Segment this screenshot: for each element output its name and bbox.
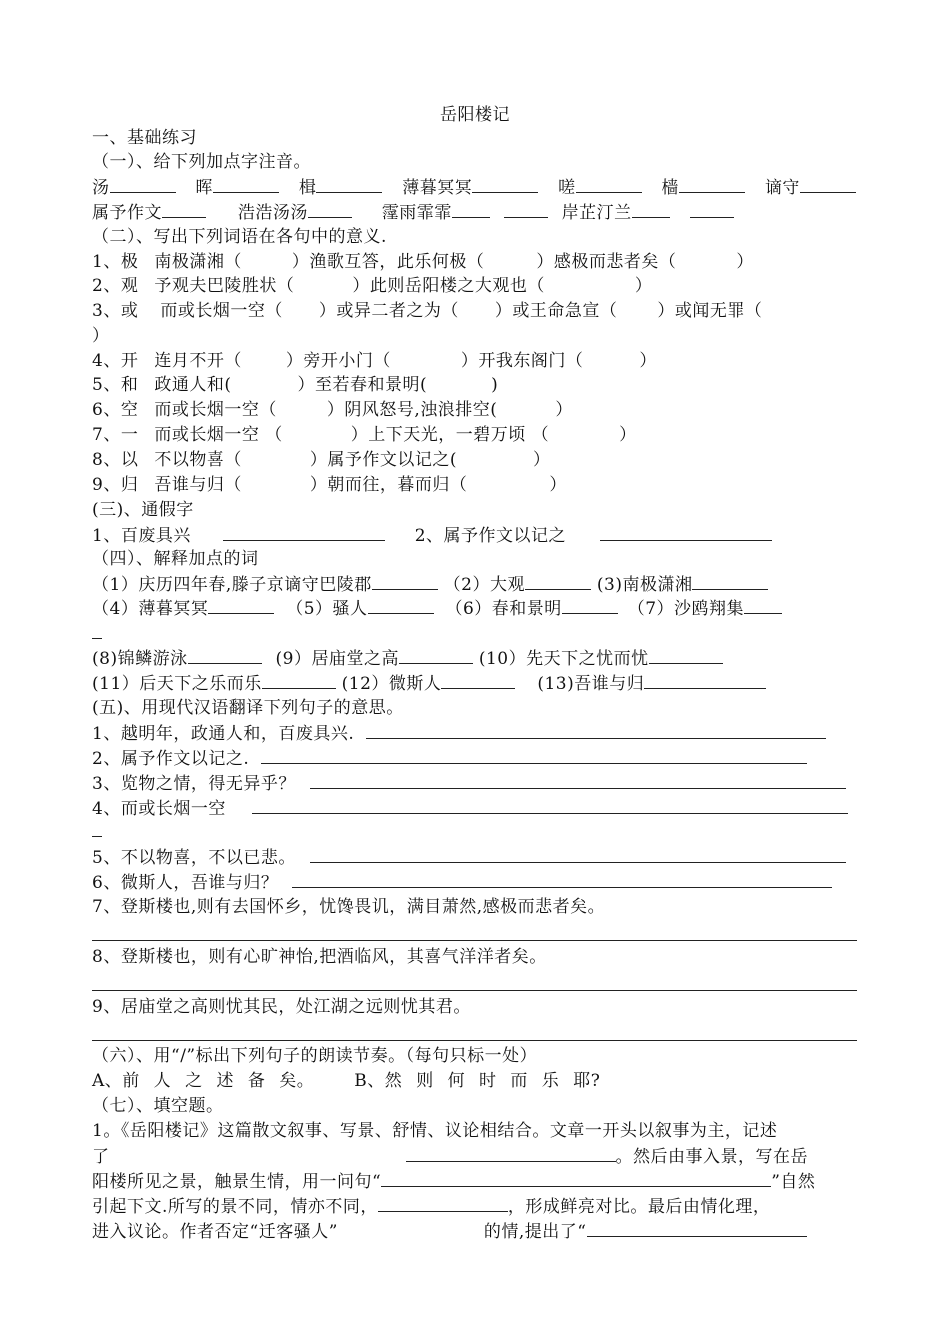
translate-item-3 [92, 772, 846, 795]
pinyin-row-1 [92, 176, 856, 199]
meaning-row-4 [92, 350, 657, 372]
sentence: ） [555, 400, 573, 420]
answer-blank[interactable] [252, 797, 848, 814]
sentence: ） [634, 276, 653, 296]
explain-item: (11）后天下之乐而乐 [92, 674, 262, 694]
item-number: 9、归 [92, 475, 139, 495]
sentence: 南极潇湘（ [154, 252, 242, 272]
translate-item-5 [92, 846, 846, 869]
answer-blank[interactable] [562, 597, 618, 614]
sentence: 而或长烟一空 （ [154, 425, 283, 445]
answer-line[interactable] [92, 940, 857, 941]
word-hui: 晖 [195, 178, 213, 198]
sentence: 而或长烟一空（ [154, 400, 277, 420]
sentence: ） [549, 475, 567, 495]
rhythm-row [92, 1070, 600, 1092]
answer-blank[interactable] [600, 524, 772, 541]
answer-blank-wrap[interactable] [92, 836, 102, 837]
answer-blank[interactable] [649, 647, 723, 664]
part6-heading: （六）、用“/”标出下列句子的朗读节奏。（每句只标一处） [92, 1046, 538, 1066]
answer-blank[interactable] [162, 201, 206, 218]
tongjia-row [92, 524, 772, 547]
explain-item: （5）骚人 [286, 599, 368, 619]
tongjia-item-2: 2、属予作文以记之 [414, 526, 567, 546]
word-qiang: 樯 [661, 178, 680, 198]
text: 了 [92, 1147, 110, 1167]
meaning-row-8 [92, 449, 550, 471]
sentence: ） [736, 252, 754, 272]
answer-blank[interactable] [262, 672, 336, 689]
sentence: 2、属予作文以记之. [92, 749, 250, 769]
explain-item: （7）沙鸥翔集 [627, 599, 745, 619]
answer-blank[interactable] [366, 722, 826, 739]
rhythm-sentence-a[interactable]: A、前 人 之 述 备 矣。 [92, 1071, 315, 1091]
answer-blank[interactable] [316, 176, 382, 193]
text: 阳楼所见之景，触景生情，用一问句“ [92, 1172, 382, 1192]
sentence: ）属予作文以记之( [309, 450, 457, 470]
explain-item: (3)南极潇湘 [596, 575, 693, 595]
part7-heading: （七）、填空题。 [92, 1096, 224, 1116]
answer-blank[interactable] [208, 597, 274, 614]
sentence: 6、微斯人，吾谁与归？ [92, 873, 279, 893]
meaning-row-3 [92, 300, 762, 322]
explain-row-3 [92, 647, 723, 670]
sentence: ）至若春和景明( [297, 375, 428, 395]
answer-blank[interactable] [504, 201, 548, 218]
sentence: ） [532, 450, 551, 470]
answer-blank[interactable] [399, 647, 473, 664]
answer-blank[interactable] [441, 672, 515, 689]
answer-blank[interactable] [690, 201, 734, 218]
sentence: ）朝而往，暮而归（ [309, 475, 468, 495]
answer-blank[interactable] [472, 176, 538, 193]
sentence: ）或闻无罪（ [657, 301, 763, 321]
answer-blank[interactable] [452, 201, 490, 218]
translate-item-8: 8、登斯楼也，则有心旷神怡,把酒临风，其喜气洋洋者矣。 [92, 947, 547, 967]
explain-row-4 [92, 672, 766, 695]
sentence: 而或长烟一空（ [160, 301, 283, 321]
explain-item: (9）居庙堂之高 [275, 649, 399, 669]
answer-blank[interactable] [110, 176, 176, 193]
sentence: 予观夫巴陵胜状（ [154, 276, 295, 296]
fill-line-1: 1。《岳阳楼记》这篇散文叙事、写景、舒情、议论相结合。文章一开头以叙事为主，记述 [92, 1121, 778, 1141]
translate-item-1 [92, 722, 826, 745]
explain-item: (12）微斯人 [341, 674, 442, 694]
section-heading: 一、基础练习 [92, 128, 197, 148]
answer-blank[interactable] [378, 1195, 508, 1212]
explain-item: （6）春和景明 [445, 599, 562, 619]
text: ”自然 [771, 1172, 816, 1192]
answer-line[interactable] [92, 1040, 857, 1041]
word-zheshou: 谪守 [764, 178, 800, 198]
translate-item-4 [92, 797, 848, 820]
item-number: 5、和 [92, 375, 139, 395]
part3-heading: (三)、通假字 [92, 500, 194, 520]
answer-blank[interactable] [372, 573, 438, 590]
part2-heading: （二）、写出下列词语在各句中的意义. [92, 227, 387, 247]
text: 的情,提出了“ [483, 1222, 587, 1242]
sentence: 政通人和( [154, 375, 232, 395]
answer-blank[interactable] [223, 524, 385, 541]
sentence: ）渔歌互答，此乐何极（ [291, 252, 485, 272]
sentence: 1、越明年，政通人和，百废具兴. [92, 724, 355, 744]
text: 进入议论。作者否定“迁客骚人” [92, 1222, 338, 1242]
fill-line-3 [92, 1170, 815, 1193]
sentence: ） [639, 351, 657, 371]
meaning-row-9 [92, 474, 567, 496]
word-yinyu: 霪雨霏霏 [381, 203, 452, 223]
part5-heading: (五)、用现代汉语翻译下列句子的意思。 [92, 698, 404, 718]
meaning-row-6 [92, 399, 573, 421]
translate-item-7: 7、登斯楼也,则有去国怀乡，忧馋畏讥，满目萧然,感极而悲者矣。 [92, 897, 606, 917]
sentence: ）此则岳阳楼之大观也（ [352, 276, 545, 296]
item-number: 7、一 [92, 425, 139, 445]
translate-item-9: 9、居庙堂之高则忧其民，处江湖之远则忧其君。 [92, 997, 471, 1017]
part4-heading: （四）、解释加点的词 [92, 549, 259, 569]
pinyin-row-2 [92, 201, 734, 224]
answer-blank[interactable] [261, 747, 807, 764]
word-ji: 楫 [298, 178, 317, 198]
explain-row-2 [92, 597, 782, 620]
sentence: ）上下天光，一碧万顷 （ [350, 425, 550, 445]
meaning-row-3-wrap: ） [92, 326, 110, 346]
fill-line-2 [92, 1145, 808, 1168]
sentence: ）旁开小门（ [285, 351, 391, 371]
item-number: 6、空 [92, 400, 139, 420]
answer-blank[interactable] [744, 597, 782, 614]
text: 引起下文.所写的景不同，情亦不同， [92, 1197, 378, 1217]
sentence: 4、而或长烟一空 [92, 799, 226, 819]
word-jie: 嗟 [558, 178, 576, 198]
sentence: 吾谁与归（ [154, 475, 242, 495]
explain-item: （2）大观 [443, 575, 525, 595]
item-number: 1、极 [92, 252, 139, 272]
translate-item-2 [92, 747, 807, 770]
rhythm-sentence-b[interactable]: B、然 则 何 时 而 乐 耶? [354, 1071, 601, 1091]
word-anzhi: 岸芷汀兰 [561, 203, 632, 223]
answer-line[interactable] [92, 990, 857, 991]
sentence: ）感极而悲者矣（ [536, 252, 677, 272]
answer-blank[interactable] [308, 201, 352, 218]
answer-blank[interactable] [587, 1220, 807, 1237]
sentence: 连月不开（ [154, 351, 242, 371]
word-haohao: 浩浩汤汤 [237, 203, 308, 223]
answer-blank[interactable] [679, 176, 745, 193]
sentence: 5、不以物喜，不以已悲。 [92, 848, 296, 868]
word-tang: 汤 [92, 178, 110, 198]
page-title: 岳阳楼记 [440, 105, 510, 125]
explain-row-1 [92, 573, 768, 596]
explain-item: （4）薄暮冥冥 [92, 599, 209, 619]
sentence: ）或王命急宣（ [494, 301, 618, 321]
item-number: 4、开 [92, 351, 139, 371]
word-bomu: 薄暮冥冥 [402, 178, 473, 198]
answer-blank[interactable] [368, 597, 434, 614]
sentence: 不以物喜（ [154, 450, 242, 470]
answer-blank[interactable] [576, 176, 642, 193]
answer-blank-wrap[interactable] [92, 638, 102, 639]
explain-item: （1）庆历四年春,滕子京谪守巴陵郡 [92, 575, 372, 595]
sentence: ) [491, 375, 499, 395]
text: 。然后由事入景，写在岳 [615, 1147, 808, 1167]
fill-line-5 [92, 1220, 807, 1243]
sentence: ）阴风怒号,浊浪排空( [326, 400, 498, 420]
word-shuyu: 属予作文 [92, 203, 162, 223]
item-number: 3、或 [92, 301, 139, 321]
answer-blank[interactable] [310, 846, 846, 863]
answer-blank[interactable] [188, 647, 262, 664]
answer-blank[interactable] [381, 1170, 771, 1187]
explain-item: (8)锦鳞游泳 [92, 649, 188, 669]
answer-blank[interactable] [692, 573, 768, 590]
meaning-row-1 [92, 251, 754, 273]
explain-item: (13)吾谁与归 [537, 674, 645, 694]
answer-blank[interactable] [406, 1145, 616, 1162]
meaning-row-2 [92, 275, 652, 297]
sentence: ）或异二者之为（ [318, 301, 459, 321]
answer-blank[interactable] [310, 772, 846, 789]
meaning-row-7 [92, 424, 637, 446]
answer-blank[interactable] [292, 871, 832, 888]
part1-heading: （一）、给下列加点字注音。 [92, 152, 311, 172]
translate-item-6 [92, 871, 832, 894]
answer-blank[interactable] [525, 573, 591, 590]
tongjia-item-1: 1、百废具兴 [92, 526, 191, 546]
meaning-row-5 [92, 374, 498, 396]
explain-item: (10）先天下之忧而忧 [478, 649, 649, 669]
answer-blank[interactable] [632, 201, 670, 218]
answer-blank[interactable] [213, 176, 279, 193]
item-number: 8、以 [92, 450, 139, 470]
item-number: 2、观 [92, 276, 139, 296]
text: ，形成鲜亮对比。最后由情化理， [507, 1197, 771, 1217]
sentence: ） [619, 425, 637, 445]
sentence: ）开我东阁门（ [460, 351, 584, 371]
answer-blank[interactable] [800, 176, 856, 193]
answer-blank[interactable] [644, 672, 766, 689]
fill-line-4 [92, 1195, 770, 1218]
sentence: 3、览物之情，得无异乎？ [92, 774, 296, 794]
